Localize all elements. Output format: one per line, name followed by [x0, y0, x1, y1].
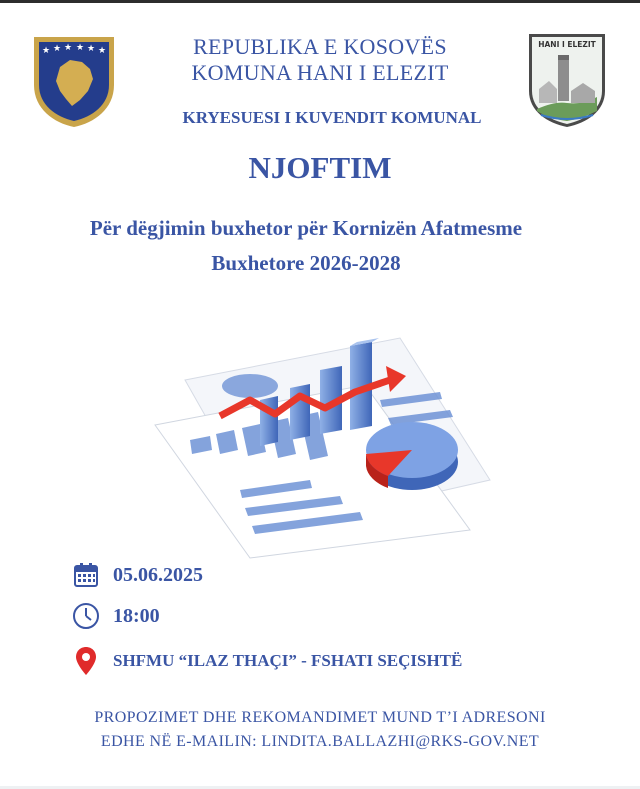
calendar-icon	[72, 561, 100, 589]
footer-line1: PROPOZIMET DHE REKOMANDIMET MUND T’I ADRESONI	[94, 709, 546, 726]
event-location: SHFMU “ILAZ THAÇI” - FSHATI SEÇISHTË	[113, 651, 463, 670]
office-heading: KRYESUESI I KUVENDIT KOMUNAL	[182, 108, 482, 127]
svg-text:★: ★	[52, 44, 62, 54]
notice-subtitle-line1: Për dëgjimin buxhetor për Kornizën Afatmesme	[89, 216, 523, 240]
top-border	[0, 0, 640, 3]
logo-text: HANI I ELEZIT	[538, 40, 596, 49]
time-row	[72, 602, 160, 630]
date-row	[72, 561, 203, 589]
footer-line2: EDHE NË E-MAILIN: LINDITA.BALLAZHI@RKS-GOV.NET	[100, 733, 540, 750]
map-pin-icon	[72, 647, 100, 675]
financial-charts-illustration	[150, 330, 500, 560]
event-time: 18:00	[113, 604, 160, 627]
svg-text:★: ★	[75, 43, 85, 53]
republic-heading: REPUBLIKA E KOSOVËS	[193, 34, 447, 59]
municipality-heading: KOMUNA HANI I ELEZIT	[191, 60, 449, 85]
svg-text:★: ★	[41, 46, 51, 56]
svg-text:★: ★	[63, 43, 73, 53]
notice-title: NJOFTIM	[248, 150, 392, 185]
svg-text:★: ★	[86, 44, 96, 54]
location-row	[72, 647, 462, 675]
event-date: 05.06.2025	[113, 563, 203, 586]
svg-text:★: ★	[97, 46, 107, 56]
notice-subtitle-line2: Buxhetore 2026-2028	[211, 251, 401, 275]
clock-icon	[72, 602, 100, 630]
